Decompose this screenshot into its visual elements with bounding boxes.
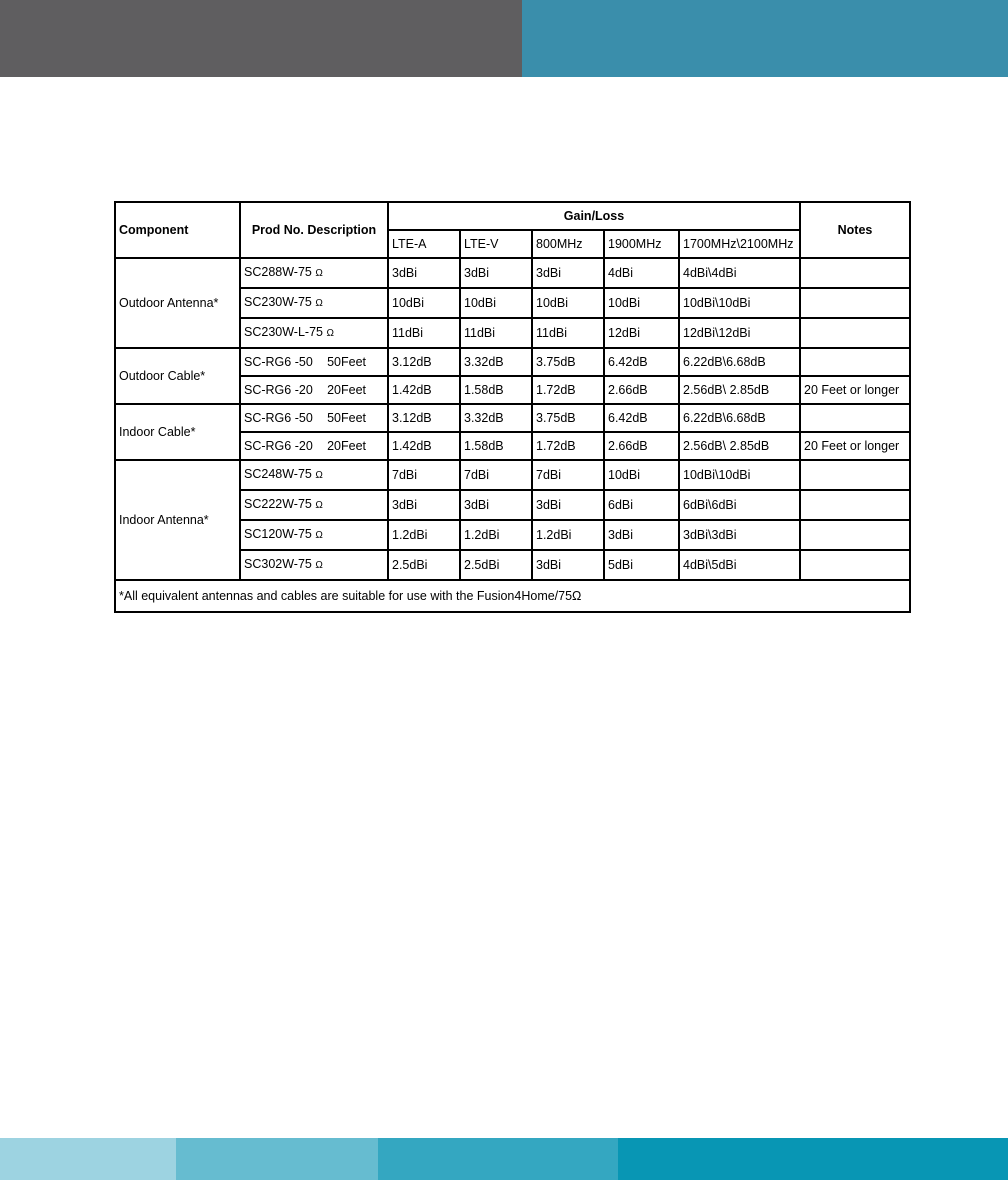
table-row bbox=[115, 460, 910, 490]
prod-cell bbox=[240, 404, 388, 432]
value-cell: 3dBi bbox=[388, 258, 460, 288]
value-cell: 3.75dB bbox=[532, 348, 604, 376]
prod-number: SC230W-75 bbox=[244, 295, 312, 309]
ohm-symbol: Ω bbox=[315, 500, 323, 511]
prod-number: SC-RG6 -20 bbox=[244, 439, 313, 453]
prod-number: SC222W-75 bbox=[244, 497, 312, 511]
value-cell: 4dBi bbox=[604, 258, 679, 288]
component-cell: Indoor Antenna* bbox=[115, 460, 240, 580]
value-cell: 3dBi bbox=[460, 490, 532, 520]
prod-cell bbox=[240, 348, 388, 376]
value-cell: 11dBi bbox=[388, 318, 460, 348]
value-cell: 7dBi bbox=[460, 460, 532, 490]
prod-cell bbox=[240, 318, 388, 348]
notes-cell bbox=[800, 404, 910, 432]
prod-number: SC120W-75 bbox=[244, 527, 312, 541]
footnote: *All equivalent antennas and cables are suitable for use with the Fusion4Home/75Ω bbox=[115, 580, 910, 612]
component-cell: Outdoor Antenna* bbox=[115, 258, 240, 348]
value-cell: 6.42dB bbox=[604, 348, 679, 376]
header-band-teal bbox=[522, 0, 1008, 77]
value-cell: 6.22dB\6.68dB bbox=[679, 404, 800, 432]
value-cell: 2.56dB\ 2.85dB bbox=[679, 432, 800, 460]
ohm-symbol: Ω bbox=[315, 268, 323, 279]
value-cell: 1.42dB bbox=[388, 376, 460, 404]
value-cell: 3dBi bbox=[532, 490, 604, 520]
footer-band-3 bbox=[378, 1138, 618, 1180]
notes-cell: 20 Feet or longer bbox=[800, 376, 910, 404]
header-notes: Notes bbox=[800, 202, 910, 258]
table-row bbox=[115, 348, 910, 376]
notes-cell bbox=[800, 490, 910, 520]
spec-table bbox=[114, 201, 911, 613]
notes-cell: 20 Feet or longer bbox=[800, 432, 910, 460]
header-band: 1900MHz bbox=[604, 230, 679, 258]
notes-cell bbox=[800, 288, 910, 318]
value-cell: 1.2dBi bbox=[532, 520, 604, 550]
notes-cell bbox=[800, 520, 910, 550]
prod-number: SC288W-75 bbox=[244, 265, 312, 279]
footer-band-2 bbox=[176, 1138, 378, 1180]
prod-number: SC230W-L-75 bbox=[244, 325, 323, 339]
value-cell: 1.2dBi bbox=[388, 520, 460, 550]
ohm-symbol: Ω bbox=[315, 560, 323, 571]
ohm-symbol: Ω bbox=[315, 530, 323, 541]
value-cell: 10dBi bbox=[604, 288, 679, 318]
notes-cell bbox=[800, 258, 910, 288]
value-cell: 2.5dBi bbox=[388, 550, 460, 580]
value-cell: 3.12dB bbox=[388, 404, 460, 432]
value-cell: 3dBi bbox=[532, 550, 604, 580]
value-cell: 1.72dB bbox=[532, 376, 604, 404]
header-band-gray bbox=[0, 0, 522, 77]
prod-cell bbox=[240, 258, 388, 288]
value-cell: 11dBi bbox=[460, 318, 532, 348]
value-cell: 12dBi\12dBi bbox=[679, 318, 800, 348]
prod-cell bbox=[240, 550, 388, 580]
value-cell: 2.5dBi bbox=[460, 550, 532, 580]
header-band: LTE-A bbox=[388, 230, 460, 258]
prod-number: SC302W-75 bbox=[244, 557, 312, 571]
value-cell: 3.32dB bbox=[460, 348, 532, 376]
value-cell: 4dBi\4dBi bbox=[679, 258, 800, 288]
value-cell: 3dBi bbox=[604, 520, 679, 550]
value-cell: 3dBi\3dBi bbox=[679, 520, 800, 550]
table-row bbox=[115, 404, 910, 432]
cable-length: 20Feet bbox=[327, 383, 366, 397]
value-cell: 10dBi\10dBi bbox=[679, 460, 800, 490]
ohm-symbol: Ω bbox=[315, 298, 323, 309]
prod-cell bbox=[240, 376, 388, 404]
header-gain-loss: Gain/Loss bbox=[388, 202, 800, 230]
value-cell: 11dBi bbox=[532, 318, 604, 348]
value-cell: 1.42dB bbox=[388, 432, 460, 460]
table-row bbox=[115, 258, 910, 288]
notes-cell bbox=[800, 348, 910, 376]
value-cell: 6dBi bbox=[604, 490, 679, 520]
value-cell: 6dBi\6dBi bbox=[679, 490, 800, 520]
prod-cell bbox=[240, 490, 388, 520]
notes-cell bbox=[800, 550, 910, 580]
prod-cell bbox=[240, 460, 388, 490]
value-cell: 2.56dB\ 2.85dB bbox=[679, 376, 800, 404]
notes-cell bbox=[800, 318, 910, 348]
ohm-symbol: Ω bbox=[326, 328, 334, 339]
component-cell: Indoor Cable* bbox=[115, 404, 240, 460]
cable-length: 50Feet bbox=[327, 355, 366, 369]
value-cell: 10dBi bbox=[532, 288, 604, 318]
prod-number: SC248W-75 bbox=[244, 467, 312, 481]
value-cell: 3dBi bbox=[460, 258, 532, 288]
ohm-symbol: Ω bbox=[315, 470, 323, 481]
header-band: LTE-V bbox=[460, 230, 532, 258]
value-cell: 1.58dB bbox=[460, 376, 532, 404]
prod-cell bbox=[240, 288, 388, 318]
value-cell: 7dBi bbox=[388, 460, 460, 490]
value-cell: 3dBi bbox=[388, 490, 460, 520]
prod-number: SC-RG6 -50 bbox=[244, 411, 313, 425]
value-cell: 1.2dBi bbox=[460, 520, 532, 550]
component-cell: Outdoor Cable* bbox=[115, 348, 240, 404]
value-cell: 10dBi\10dBi bbox=[679, 288, 800, 318]
notes-cell bbox=[800, 460, 910, 490]
value-cell: 1.58dB bbox=[460, 432, 532, 460]
cable-length: 50Feet bbox=[327, 411, 366, 425]
value-cell: 1.72dB bbox=[532, 432, 604, 460]
cable-length: 20Feet bbox=[327, 439, 366, 453]
value-cell: 10dBi bbox=[388, 288, 460, 318]
prod-number: SC-RG6 -50 bbox=[244, 355, 313, 369]
header-band: 1700MHz\2100MHz bbox=[679, 230, 800, 258]
value-cell: 4dBi\5dBi bbox=[679, 550, 800, 580]
value-cell: 5dBi bbox=[604, 550, 679, 580]
value-cell: 3dBi bbox=[532, 258, 604, 288]
prod-cell bbox=[240, 520, 388, 550]
value-cell: 10dBi bbox=[604, 460, 679, 490]
value-cell: 12dBi bbox=[604, 318, 679, 348]
value-cell: 6.42dB bbox=[604, 404, 679, 432]
footer-band-1 bbox=[0, 1138, 176, 1180]
prod-cell bbox=[240, 432, 388, 460]
value-cell: 3.12dB bbox=[388, 348, 460, 376]
value-cell: 6.22dB\6.68dB bbox=[679, 348, 800, 376]
value-cell: 10dBi bbox=[460, 288, 532, 318]
value-cell: 2.66dB bbox=[604, 376, 679, 404]
footer-band-4 bbox=[618, 1138, 1008, 1180]
value-cell: 3.75dB bbox=[532, 404, 604, 432]
value-cell: 2.66dB bbox=[604, 432, 679, 460]
header-band: 800MHz bbox=[532, 230, 604, 258]
value-cell: 3.32dB bbox=[460, 404, 532, 432]
value-cell: 7dBi bbox=[532, 460, 604, 490]
header-prod: Prod No. Description bbox=[240, 202, 388, 258]
prod-number: SC-RG6 -20 bbox=[244, 383, 313, 397]
header-component: Component bbox=[115, 202, 240, 258]
